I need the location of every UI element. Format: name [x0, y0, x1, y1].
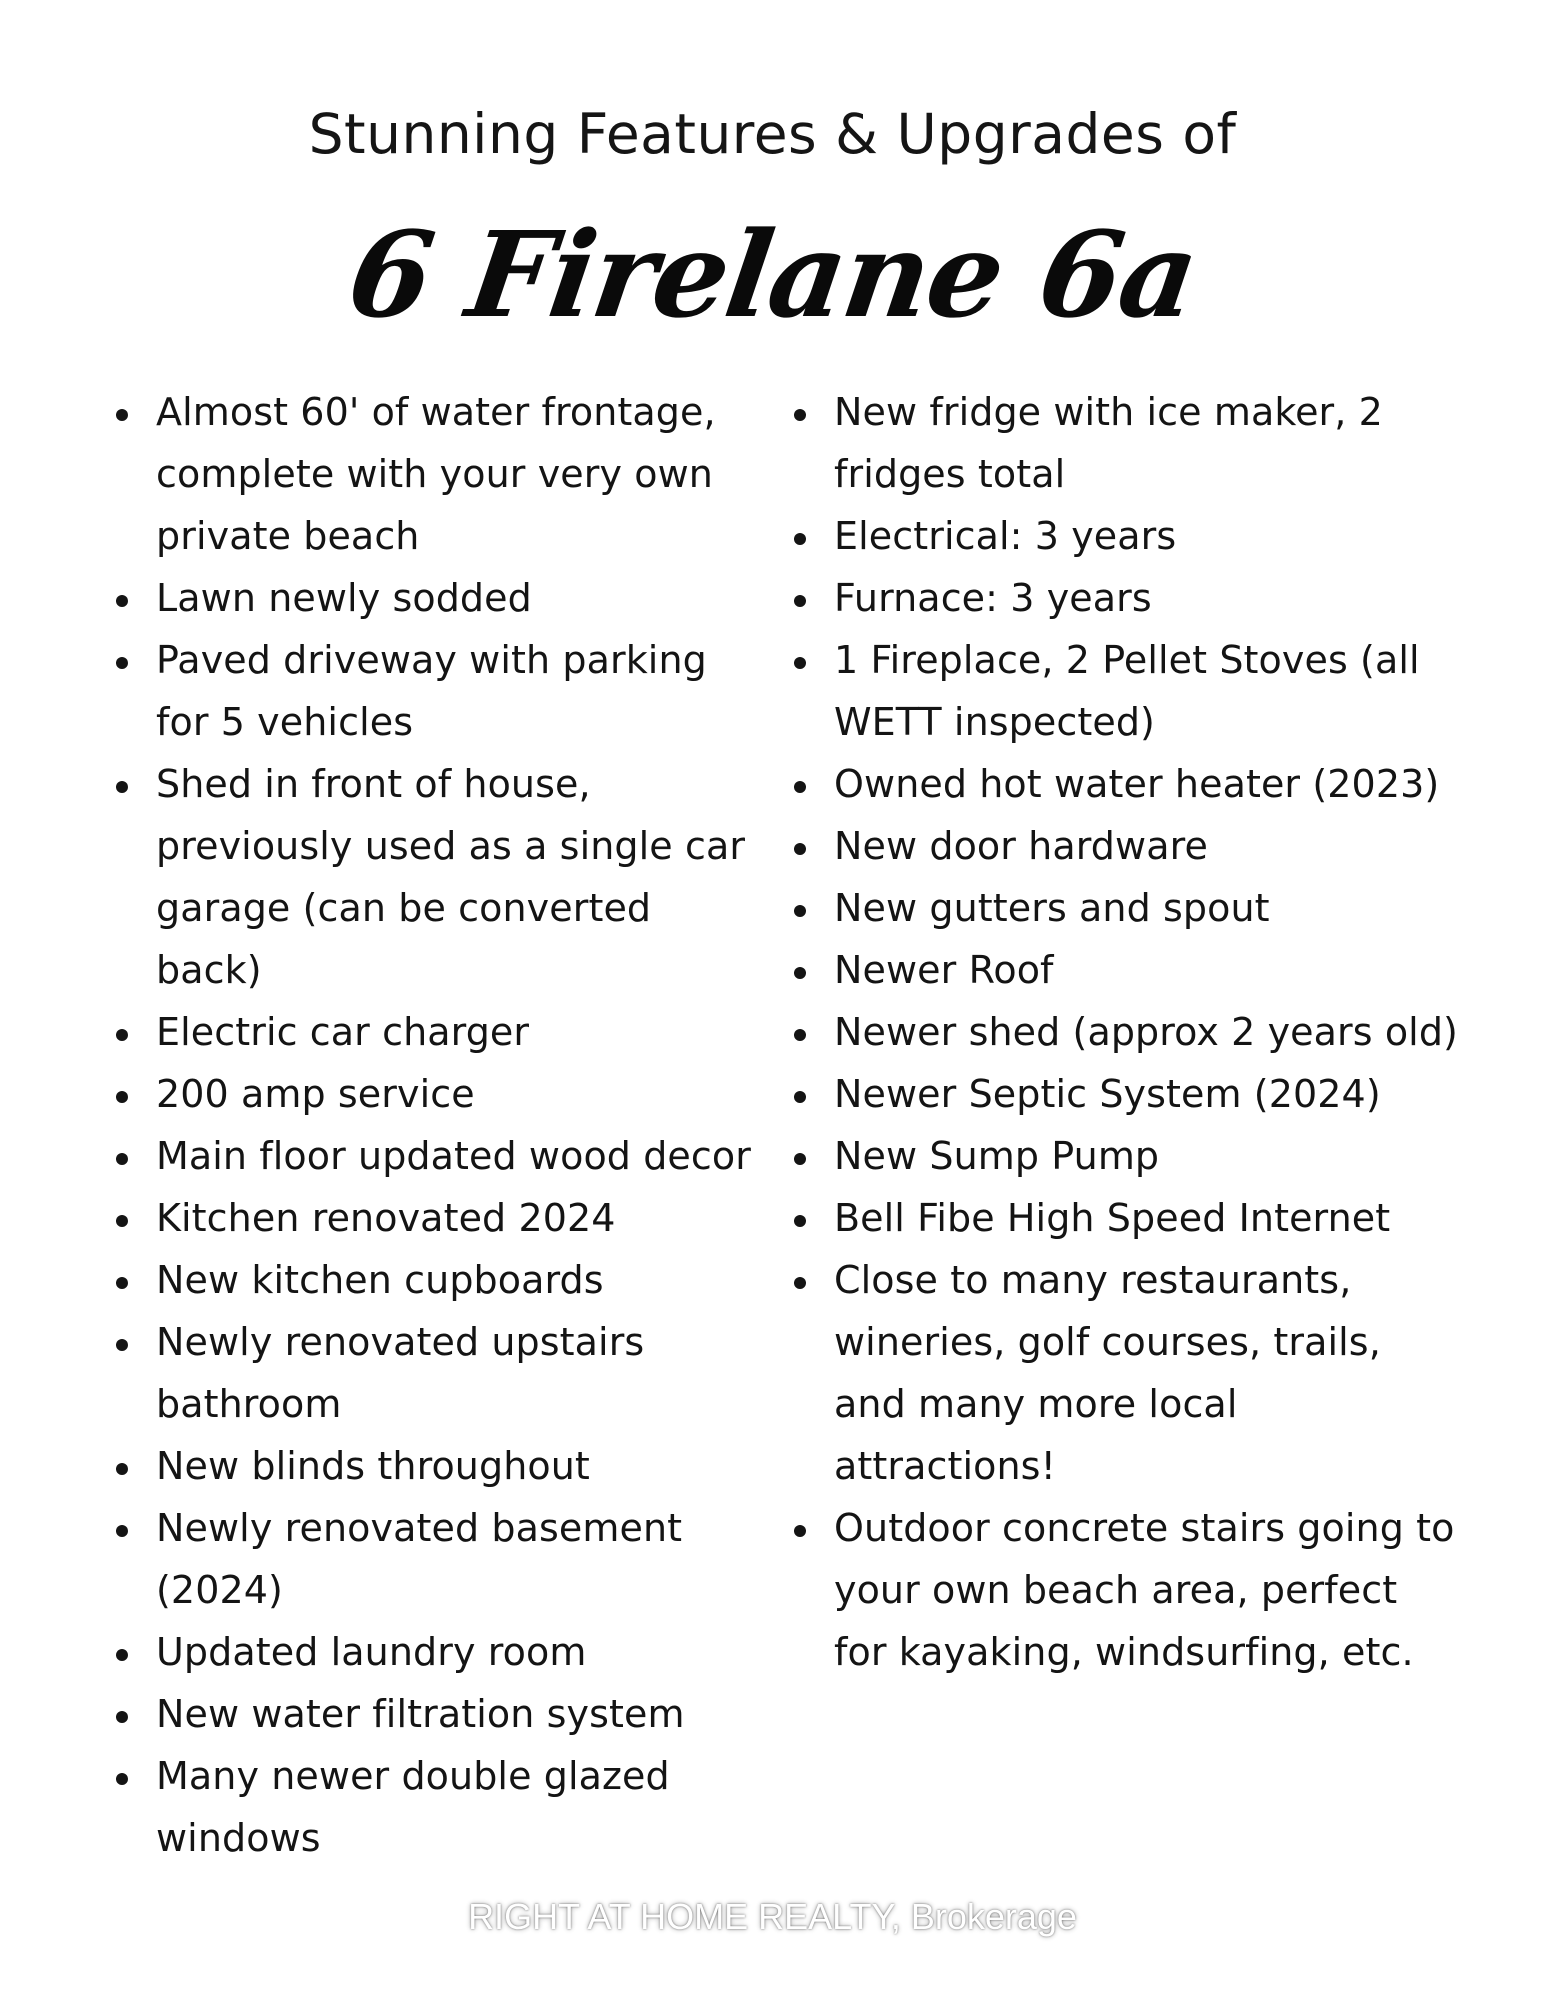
bullet-icon: [116, 1649, 128, 1661]
feature-text: Paved driveway with parking for 5 vehicles: [156, 638, 707, 744]
bullet-icon: [116, 1091, 128, 1103]
feature-list-item: [110, 381, 760, 567]
feature-list-item: [110, 1497, 760, 1621]
feature-list-item: [110, 1745, 760, 1869]
bullet-icon: [794, 781, 806, 793]
feature-list-item: [788, 1001, 1458, 1063]
bullet-icon: [116, 1773, 128, 1785]
feature-list-item: [110, 1187, 760, 1249]
bullet-icon: [116, 1711, 128, 1723]
page-heading: Stunning Features & Upgrades of: [308, 102, 1237, 166]
bullet-icon: [116, 1525, 128, 1537]
feature-text: Electrical: 3 years: [834, 514, 1177, 558]
bullet-icon: [794, 657, 806, 669]
feature-list-item: [788, 753, 1458, 815]
bullet-icon: [794, 1277, 806, 1289]
feature-text: Electric car charger: [156, 1010, 530, 1054]
feature-text: New kitchen cupboards: [156, 1258, 604, 1302]
feature-list-item: [788, 1125, 1458, 1187]
feature-list-item: [788, 505, 1458, 567]
feature-text: Owned hot water heater (2023): [834, 762, 1440, 806]
features-list-left: [110, 381, 760, 1869]
feature-list-item: [788, 815, 1458, 877]
feature-text: Outdoor concrete stairs going to your own beach area, perfect for kayaking, windsurfing, etc.: [834, 1506, 1455, 1674]
feature-list-item: [110, 629, 760, 753]
feature-list-item: [110, 1435, 760, 1497]
feature-text: Many newer double glazed windows: [156, 1754, 670, 1860]
feature-list-item: [788, 567, 1458, 629]
feature-text: Furnace: 3 years: [834, 576, 1152, 620]
feature-list-item: [110, 1063, 760, 1125]
bullet-icon: [794, 533, 806, 545]
feature-text: Close to many restaurants, wineries, golf courses, trails, and many more local attractions!: [834, 1258, 1381, 1488]
feature-text: 1 Fireplace, 2 Pellet Stoves (all WETT inspected): [834, 638, 1420, 744]
feature-text: Almost 60' of water frontage, complete with your very own private beach: [156, 390, 716, 558]
bullet-icon: [794, 967, 806, 979]
feature-list-item: [788, 381, 1458, 505]
bullet-icon: [116, 595, 128, 607]
feature-text: Shed in front of house, previously used as a single car garage (can be converted back): [156, 762, 746, 992]
feature-list-item: [110, 1001, 760, 1063]
bullet-icon: [116, 1215, 128, 1227]
feature-list-item: [788, 1249, 1458, 1497]
feature-list-item: [110, 1621, 760, 1683]
bullet-icon: [116, 1463, 128, 1475]
feature-text: Newer Roof: [834, 948, 1054, 992]
feature-text: Lawn newly sodded: [156, 576, 532, 620]
bullet-icon: [116, 781, 128, 793]
bullet-icon: [794, 843, 806, 855]
feature-text: New door hardware: [834, 824, 1208, 868]
feature-text: New fridge with ice maker, 2 fridges total: [834, 390, 1383, 496]
feature-list-item: [110, 567, 760, 629]
feature-list-item: [788, 629, 1458, 753]
feature-list-item: [110, 1683, 760, 1745]
feature-list-item: [110, 1311, 760, 1435]
feature-text: New water filtration system: [156, 1692, 685, 1736]
bullet-icon: [116, 657, 128, 669]
feature-list-item: [110, 1125, 760, 1187]
bullet-icon: [116, 1277, 128, 1289]
features-list-right: [788, 381, 1458, 1683]
feature-list-item: [788, 1497, 1458, 1683]
feature-list-item: [110, 753, 760, 1001]
bullet-icon: [116, 1029, 128, 1041]
bullet-icon: [794, 1215, 806, 1227]
feature-list-item: [110, 1249, 760, 1311]
bullet-icon: [116, 1339, 128, 1351]
bullet-icon: [794, 905, 806, 917]
bullet-icon: [794, 1029, 806, 1041]
feature-text: New Sump Pump: [834, 1134, 1160, 1178]
feature-list-item: [788, 939, 1458, 1001]
feature-text: Newer Septic System (2024): [834, 1072, 1381, 1116]
bullet-icon: [116, 409, 128, 421]
bullet-icon: [794, 595, 806, 607]
bullet-icon: [794, 1153, 806, 1165]
feature-list-item: [788, 1063, 1458, 1125]
bullet-icon: [794, 1091, 806, 1103]
bullet-icon: [794, 409, 806, 421]
brokerage-watermark: RIGHT AT HOME REALTY, Brokerage: [468, 1896, 1077, 1937]
feature-text: Updated laundry room: [156, 1630, 587, 1674]
bullet-icon: [794, 1525, 806, 1537]
feature-text: Newer shed (approx 2 years old): [834, 1010, 1458, 1054]
feature-text: New gutters and spout: [834, 886, 1270, 930]
feature-text: Bell Fibe High Speed Internet: [834, 1196, 1391, 1240]
bullet-icon: [116, 1153, 128, 1165]
feature-text: Newly renovated basement (2024): [156, 1506, 683, 1612]
feature-list-item: [788, 877, 1458, 939]
feature-text: New blinds throughout: [156, 1444, 590, 1488]
feature-text: Kitchen renovated 2024: [156, 1196, 616, 1240]
feature-text: Newly renovated upstairs bathroom: [156, 1320, 645, 1426]
feature-list-item: [788, 1187, 1458, 1249]
feature-text: 200 amp service: [156, 1072, 475, 1116]
feature-text: Main floor updated wood decor: [156, 1134, 751, 1178]
property-address-title: 6 Firelane 6a: [340, 205, 1205, 344]
